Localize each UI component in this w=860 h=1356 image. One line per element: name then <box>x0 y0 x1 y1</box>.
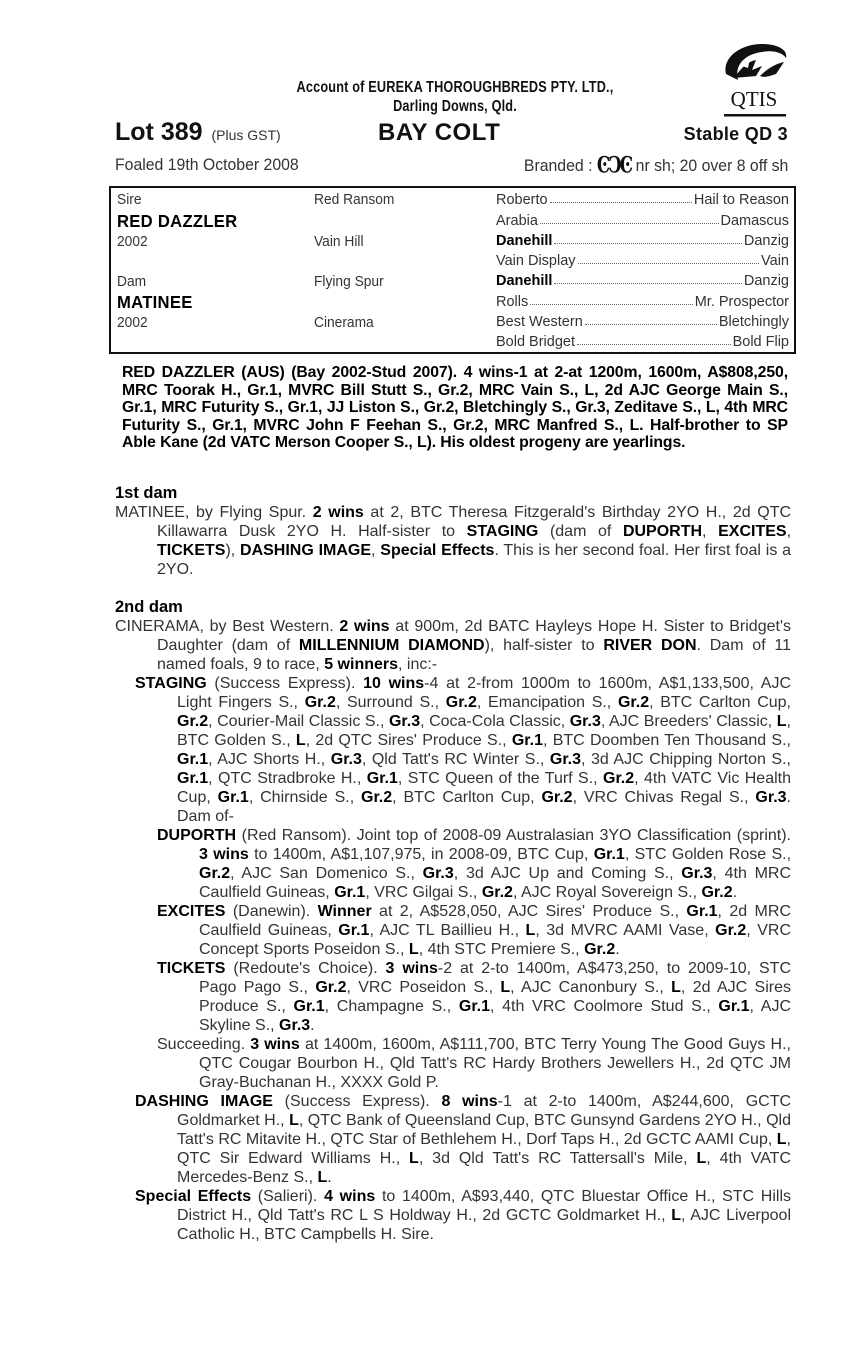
grandparent-left: Bold Bridget <box>496 334 575 350</box>
dam-name: MATINEE <box>117 292 193 312</box>
grandparent-left: Rolls <box>496 294 529 310</box>
dam-label: Dam <box>117 274 147 290</box>
sire-year: 2002 <box>117 234 148 250</box>
grandparent-left: Roberto <box>496 192 548 208</box>
branded-detail: nr sh; 20 over 8 off sh <box>635 156 788 175</box>
sire-dam: Vain Hill <box>314 234 364 250</box>
dam-sire: Flying Spur <box>314 274 384 290</box>
grandparent-right: Danzig <box>743 273 789 289</box>
progeny-staging: STAGING (Success Express). 10 wins-4 at 2-from 1000m to 1600m, A$1,133,500, AJC Light Fingers S., Gr.2, Surround S., Gr.2, Emancipation S., Gr.2, BTC Carlton Cup, Gr.2, Courier-Mail Classic S., Gr.3, Coca-Cola Classic, Gr.3, AJC Breeders' Classic, L, BTC Golden S., L, 2d QTC Sires' Produce S., Gr.1, BTC Doomben Ten Thousand S., Gr.1, AJC Shorts H., Gr.3, Qld Tatt's RC Winter S., Gr.3, 3d AJC Chipping Norton S., Gr.1, QTC Stradbroke H., Gr.1, STC Queen of the Turf S., Gr.2, 4th VATC Vic Health Cup, Gr.1, Chirnside S., Gr.2, BTC Carlton Cup, Gr.2, VRC Chivas Regal S., Gr.3. Dam of- <box>135 675 792 825</box>
grandparent-left: Danehill <box>496 233 553 249</box>
progeny-tickets: TICKETS (Redoute's Choice). 3 wins-2 at 2-to 1400m, A$473,250, to 2009-10, STC Pago Pago S., Gr.2, VRC Poseidon S., L, AJC Canonbury S., L, 2d AJC Sires Produce S., Gr.1, Champagne S., Gr.1, 4th VRC Coolmore Stud S., Gr.1, AJC Skyline S., Gr.3. <box>157 960 792 1034</box>
lot-label: Lot 389 <box>115 118 203 146</box>
grandparent-row <box>496 213 789 229</box>
progeny-special-effects: Special Effects (Salieri). 4 wins to 1400m, A$93,440, QTC Bluestar Office H., STC Hills District H., Qld Tatt's RC L S Holdway H., 2d GCTC Goldmarket H., L, AJC Liverpool Catholic H., BTC Campbells H. Sire. <box>135 1188 792 1243</box>
branded-info <box>523 152 788 179</box>
grandparent-left: Arabia <box>496 213 538 229</box>
second-dam-intro: CINERAMA, by Best Western. 2 wins at 900m, 2d BATC Hayleys Hope H. Sister to Bridget's Daughter (dam of MILLENNIUM DIAMOND), half-sister to RIVER DON. Dam of 11 named foals, 9 to race, 5 winners, inc:- <box>115 618 792 673</box>
grandparent-right: Vain <box>761 253 789 269</box>
first-dam-text: MATINEE, by Flying Spur. 2 wins at 2, BTC Theresa Fitzgerald's Birthday 2YO H., 2d QTC Killawarra Dusk 2YO H. Half-sister to STAGING (dam of DUPORTH, EXCITES, TICKETS), DASHING IMAGE, Special Effects. This is her second foal. Her first foal is a 2YO. <box>115 504 792 578</box>
qtis-horse-icon <box>716 40 792 124</box>
grandparent-row <box>496 334 789 350</box>
grandparent-right: Danzig <box>743 233 789 249</box>
vendor-account <box>246 78 664 116</box>
vendor-name: Account of EUREKA THOROUGHBREDS PTY. LTD., <box>296 79 614 96</box>
branded-label: Branded : <box>523 156 593 175</box>
grandparent-left: Danehill <box>496 273 553 289</box>
foaled-date: Foaled 19th October 2008 <box>115 155 299 174</box>
grandparent-right: Hail to Reason <box>693 192 789 208</box>
progeny-duporth: DUPORTH (Red Ransom). Joint top of 2008-09 Australasian 3YO Classification (sprint). 3 wins to 1400m, A$1,107,975, in 2008-09, BTC Cup, Gr.1, STC Golden Rose S., Gr.2, AJC San Domenico S., Gr.3, 3d AJC Up and Coming S., Gr.3, 4th MRC Caulfield Guineas, Gr.1, VRC Gilgai S., Gr.2, AJC Royal Sovereign S., Gr.2. <box>157 827 792 901</box>
first-dam-section <box>115 484 791 579</box>
progeny-dashing-image: DASHING IMAGE (Success Express). 8 wins-1 at 2-to 1400m, A$244,600, GCTC Goldmarket H., L, QTC Bank of Queensland Cup, BTC Gunsynd Gardens 2YO H., Qld Tatt's RC Mitavite H., QTC Star of Bethlehem H., Dorf Taps H., 2d GCTC AAMI Cup, L, QTC Sir Edward Williams H., L, 3d Qld Tatt's RC Tattersall's Mile, L, 4th VATC Mercedes-Benz S., L. <box>135 1093 792 1186</box>
sire-description: RED DAZZLER (AUS) (Bay 2002-Stud 2007). 4 wins-1 at 2-at 1200m, 1600m, A$808,250, MRC Toorak H., Gr.1, MVRC Bill Stutt S., Gr.2, MRC Vain S., L, 2d AJC George Main S., Gr.1, MRC Futurity S., Gr.1, JJ Liston S., Gr.2, Bletchingly S., Gr.3, Zeditave S., L, 4th MRC Futurity S., Gr.1, MVRC John F Feehan S., Gr.2, MRC Manfred S., L. Half-brother to SP Able Kane (2d VATC Merson Cooper S., L). His oldest progeny are yearlings. <box>122 364 788 451</box>
progeny-excites: EXCITES (Danewin). Winner at 2, A$528,050, AJC Sires' Produce S., Gr.1, 2d MRC Caulfield Guineas, Gr.1, AJC TL Baillieu H., L, 3d MVRC AAMI Vase, Gr.2, VRC Concept Sports Poseidon S., L, 4th STC Premiere S., Gr.2. <box>157 903 792 958</box>
pedigree-table <box>109 186 796 354</box>
grandparent-row <box>496 253 789 269</box>
grandparent-row <box>496 192 789 208</box>
second-dam-heading: 2nd dam <box>115 598 183 616</box>
dam-dam: Cinerama <box>314 315 374 331</box>
grandparent-right: Bletchingly <box>718 314 789 330</box>
grandparent-row <box>496 314 789 330</box>
dam-year: 2002 <box>117 315 148 331</box>
sire-label: Sire <box>117 192 142 208</box>
grandparent-row <box>496 294 789 310</box>
qtis-logo <box>716 40 792 124</box>
brand-mark-icon: ϾϽϾ <box>596 152 631 179</box>
progeny-succeeding: Succeeding. 3 wins at 1400m, 1600m, A$111,700, BTC Terry Young The Good Guys H., QTC Cougar Bourbon H., Qld Tatt's RC Hardy Brothers Jewellers H., 2d QTC JM Gray-Buchanan H., XXXX Gold P. <box>157 1036 791 1091</box>
grandparent-row <box>496 233 789 249</box>
grandparent-left: Vain Display <box>496 253 576 269</box>
lot-number <box>115 118 281 147</box>
svg-text:QTIS: QTIS <box>730 87 778 111</box>
stable-code: Stable QD 3 <box>683 124 788 144</box>
sire-name: RED DAZZLER <box>117 211 238 231</box>
colour-sex: BAY COLT <box>378 119 501 146</box>
grandparent-right: Mr. Prospector <box>694 294 789 310</box>
grandparent-right: Bold Flip <box>732 334 789 350</box>
grandparent-right: Damascus <box>720 213 789 229</box>
grandparent-row <box>496 273 789 289</box>
second-dam-section <box>115 598 791 1244</box>
vendor-location: Darling Downs, Qld. <box>393 98 517 115</box>
lot-gst-note: (Plus GST) <box>211 127 281 143</box>
grandparent-left: Best Western <box>496 314 583 330</box>
first-dam-heading: 1st dam <box>115 484 178 502</box>
sire-sire: Red Ransom <box>314 192 395 208</box>
